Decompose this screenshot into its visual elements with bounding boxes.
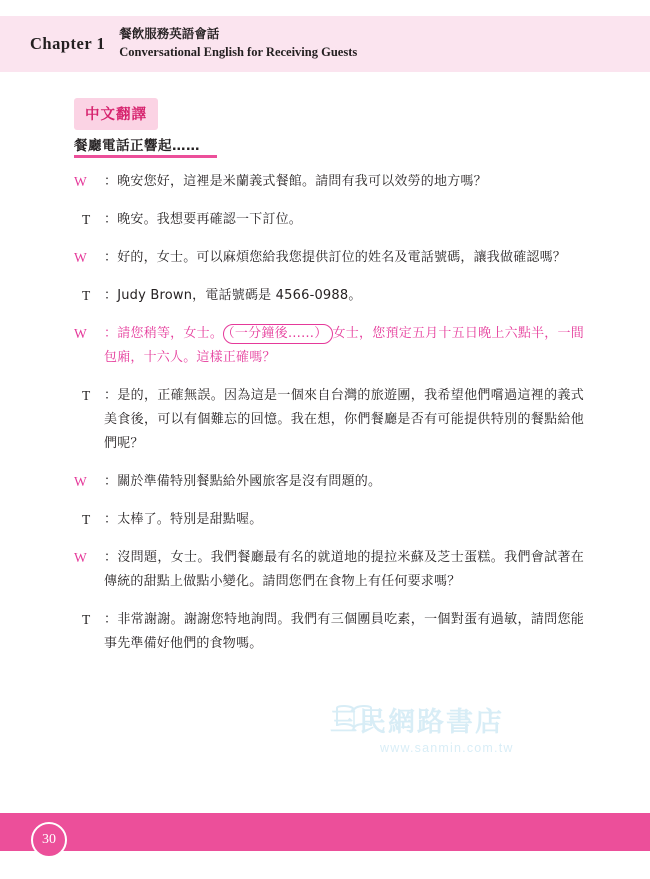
dialogue-line (74, 608, 584, 656)
dialogue-text: ：關於準備特別餐點給外國旅客是沒有問題的。 (104, 474, 382, 489)
section-badge: 中文翻譯 (74, 98, 158, 130)
dialogue-text: ：是的，正確無誤。因為這是一個來自台灣的旅遊團，我希望他們嚐過這裡的義式美食後，可以有個難忘的回憶。我在想，你們餐廳是否有可能提供特別的餐點給他們呢？ (104, 388, 584, 451)
dialogue-text: ：晚安您好，這裡是米蘭義式餐館。請問有我可以效勞的地方嗎？ (104, 174, 487, 189)
footer-bar (0, 813, 650, 851)
dialogue-text: ：晚安。我想要再確認一下訂位。 (104, 212, 303, 227)
dialogue-line (74, 246, 584, 270)
dialogue-text-highlight-box: （一分鐘後……） (223, 324, 332, 344)
dialogue-text: ：非常謝謝。謝謝您特地詢問。我們有三個團員吃素，一個對蛋有過敏，請問您能事先準備好他們的食物嗎。 (104, 612, 584, 651)
page-number: 30 (31, 822, 67, 858)
dialogue-text (104, 322, 584, 370)
header-inner (30, 25, 357, 61)
chapter-label: Chapter 1 (30, 34, 106, 53)
speaker-label: W (74, 474, 87, 489)
speaker-label: T (82, 612, 91, 627)
watermark (330, 700, 630, 755)
header-title-english: Conversational English for Receiving Guests (119, 45, 358, 60)
speaker-label: W (74, 250, 87, 265)
dialogue-line (74, 170, 584, 194)
dialogue-text: ：Judy Brown，電話號碼是 4566-0988。 (104, 288, 362, 303)
dialogue-text-pre: ：請您稍等，女士。 (104, 326, 224, 341)
dialogue-line (74, 470, 584, 494)
watermark-main-text: 三民網路書店 (330, 707, 504, 738)
speaker-label: W (74, 550, 87, 565)
dialogue-text: ：好的，女士。可以麻煩您給我您提供訂位的姓名及電話號碼，讓我做確認嗎？ (104, 250, 567, 265)
dialogue-line (74, 508, 584, 532)
speaker-label: T (82, 288, 91, 303)
page-header (0, 16, 650, 72)
dialogue-line (74, 284, 584, 308)
dialogue-line (74, 546, 584, 594)
dialogue-text: ：太棒了。特別是甜點喔。 (104, 512, 263, 527)
speaker-label: T (82, 212, 91, 227)
header-title-chinese: 餐飲服務英語會話 (119, 26, 220, 41)
dialogue-line (74, 384, 584, 456)
dialogue-text: ：沒問題，女士。我們餐廳最有名的就道地的提拉米蘇及芝士蛋糕。我們會試著在傳統的甜點上做點小變化。請問您們在食物上有任何要求嗎？ (104, 550, 584, 589)
bookstore-logo-icon (333, 702, 375, 732)
dialogue-list (74, 170, 584, 670)
sub-heading-underline (74, 155, 217, 158)
dialogue-line (74, 208, 584, 232)
watermark-sub-text: www.sanmin.com.tw (380, 741, 514, 755)
dialogue-text-post: 女士，您預定五月十五日晚上六點半，一間包廂，十六人。這樣正確嗎？ (104, 326, 584, 365)
dialogue-line (74, 322, 584, 370)
speaker-label: W (74, 174, 87, 189)
speaker-label: T (82, 512, 91, 527)
header-titles (119, 25, 357, 61)
sub-heading: 餐廳電話正響起…… (74, 138, 200, 154)
speaker-label: T (82, 388, 91, 403)
speaker-label: W (74, 326, 87, 341)
